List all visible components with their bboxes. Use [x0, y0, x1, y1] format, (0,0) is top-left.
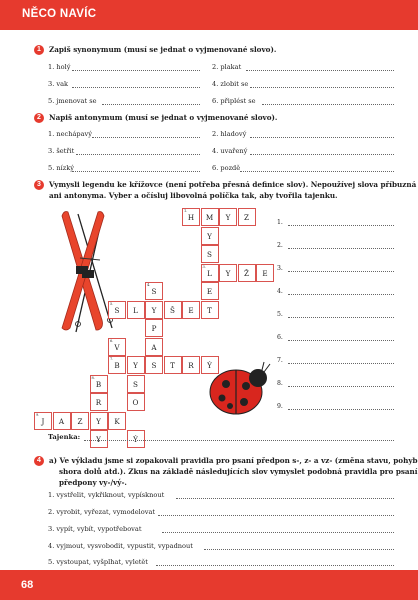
crossword-cell[interactable] — [71, 412, 89, 430]
crossword-cell[interactable] — [201, 282, 219, 300]
crossword-cell[interactable] — [108, 301, 126, 319]
crossword-letter: B — [95, 379, 102, 389]
task-2-item-3: 3. šetřit — [48, 147, 75, 155]
task-4-badge: 4 — [34, 456, 44, 466]
legend-number-3: 3. — [277, 265, 283, 272]
legend-line-4[interactable] — [288, 294, 394, 295]
task-4-line-1: a) Ve výkladu jsme si zopakovali pravidla pro psaní předpon s-, z- a vz- (změna stavu, pohyb — [49, 456, 418, 465]
crossword-cell[interactable] — [108, 412, 126, 430]
crossword-letter: E — [188, 305, 194, 315]
page-number: 68 — [21, 579, 34, 591]
legend-number-9: 9. — [277, 403, 283, 410]
task-2-answer-line-1[interactable] — [92, 137, 200, 138]
crossword-clue-number: 1. — [184, 209, 188, 213]
task-1-badge: 1 — [34, 45, 44, 55]
crossword-letter: J — [41, 416, 45, 426]
task-1-instruction: Zapiš synonymum (musí se jednat o vyjmenované slovo). — [49, 45, 277, 54]
task-4-answer-line-3[interactable] — [162, 532, 394, 533]
crossword-letter: Y — [225, 268, 231, 278]
crossword-cell[interactable] — [219, 208, 237, 226]
secret-word-line[interactable] — [84, 440, 394, 441]
crossword-letter: Ý — [207, 361, 212, 370]
crossword-letter: R — [95, 398, 102, 407]
crossword-clue-number: 4. — [147, 283, 151, 287]
task-4-item-1: 1. vystřelit, vykřiknout, vypísknout — [48, 491, 165, 499]
crossword-cell[interactable] — [34, 412, 52, 430]
task-4-answer-line-4[interactable] — [204, 549, 394, 550]
crossword-cell[interactable] — [182, 301, 200, 319]
crossword-letter: A — [151, 342, 157, 352]
page-footer — [0, 570, 418, 600]
legend-line-6[interactable] — [288, 340, 394, 341]
crossword-clue-number: 7. — [110, 357, 114, 361]
crossword-letter: E — [262, 268, 268, 278]
crossword-cell[interactable] — [201, 301, 219, 319]
crossword-clue-number: 6. — [110, 338, 114, 343]
crossword-clue-number: 3. — [202, 264, 206, 269]
crossword-letter: S — [151, 361, 157, 370]
crossword-cell[interactable] — [201, 264, 219, 282]
crossword-clue-number: 5. — [110, 301, 114, 306]
crossword-letter: H — [187, 213, 195, 222]
page-header — [0, 0, 418, 30]
task-4-answer-line-1[interactable] — [176, 498, 394, 499]
crossword-cell[interactable] — [201, 245, 219, 263]
crossword-letter: V — [114, 342, 120, 352]
crossword-cell[interactable] — [219, 264, 237, 282]
task-4-answer-line-5[interactable] — [156, 565, 394, 566]
legend-line-2[interactable] — [288, 248, 394, 249]
legend-number-7: 7. — [277, 357, 283, 364]
crossword-cell[interactable] — [53, 412, 71, 430]
task-2-badge: 2 — [34, 113, 44, 123]
task-2-item-1: 1. nechápavý — [48, 130, 93, 138]
task-2-answer-line-3[interactable] — [76, 154, 200, 155]
task-4-line-3: předpony vy-/vý-. — [59, 478, 127, 487]
task-1-answer-line-6[interactable] — [262, 104, 394, 105]
crossword-letter: B — [114, 361, 120, 370]
task-4-answer-line-2[interactable] — [158, 515, 394, 516]
task-1-answer-line-2[interactable] — [246, 70, 394, 71]
task-2-answer-line-2[interactable] — [250, 137, 394, 138]
header-title: NĚCO NAVÍC — [22, 8, 97, 20]
task-1-item-3: 3. vak — [48, 80, 69, 88]
crossword-letter: S — [133, 379, 138, 389]
crossword-clue-number: 8. — [91, 375, 95, 380]
crossword-letter: R — [188, 361, 194, 370]
crossword-cell[interactable] — [182, 356, 200, 374]
crossword-letter: Ž — [244, 268, 249, 278]
crossword-cell[interactable] — [145, 356, 163, 374]
crossword-cell[interactable] — [145, 338, 163, 356]
task-2-answer-line-5[interactable] — [72, 171, 200, 172]
crossword-letter: Z — [77, 416, 83, 426]
crossword-cell[interactable] — [182, 208, 200, 226]
task-3-badge: 3 — [34, 180, 44, 190]
task-1-answer-line-5[interactable] — [102, 104, 200, 105]
crossword-cell[interactable] — [90, 393, 108, 411]
crossword-cell[interactable] — [127, 301, 145, 319]
legend-line-8[interactable] — [288, 386, 394, 387]
task-1-answer-line-3[interactable] — [72, 87, 200, 88]
crossword-cell[interactable] — [238, 208, 256, 226]
legend-number-2: 2. — [277, 242, 283, 249]
crossword-letter: K — [114, 416, 120, 426]
crossword-letter: Ý — [133, 435, 138, 444]
legend-number-6: 6. — [277, 334, 283, 341]
crossword-cell[interactable] — [145, 319, 163, 337]
crossword-letter: Y — [133, 361, 138, 370]
task-1-answer-line-1[interactable] — [72, 70, 200, 71]
crossword-cell[interactable] — [90, 375, 108, 393]
crossword-letter: Y — [151, 305, 157, 315]
crossword-cell[interactable] — [164, 356, 182, 374]
legend-line-7[interactable] — [288, 363, 394, 364]
task-2-item-2: 2. hladový — [212, 130, 247, 138]
task-4-item-4: 4. vyjmout, vysvobodit, vypustit, vypadnout — [48, 542, 193, 550]
task-1-answer-line-4[interactable] — [250, 87, 394, 88]
crossword-letter: M — [205, 213, 214, 222]
crossword-letter: L — [207, 268, 212, 278]
task-1-item-2: 2. plakat — [212, 63, 242, 71]
legend-line-3[interactable] — [288, 271, 394, 272]
crossword-letter: T — [207, 305, 212, 315]
crossword-letter: Š — [170, 305, 175, 315]
task-1-item-4: 4. zlobit se — [212, 80, 249, 88]
task-3-instruction-line-1: Vymysli legendu ke křížovce (není potřeba přesná definice slov). Nepoužívej slova příbuzná — [49, 180, 417, 189]
task-2-item-5: 5. nízký — [48, 164, 74, 172]
crossword-letter: S — [207, 250, 212, 259]
crossword-letter: T — [170, 361, 175, 370]
task-2-item-6: 6. pozdě — [212, 164, 241, 172]
crossword-cell[interactable] — [256, 264, 274, 282]
task-1-item-6: 6. připlést se — [212, 97, 256, 105]
legend-number-1: 1. — [277, 219, 283, 226]
crossword-letter: A — [58, 416, 65, 426]
crossword-letter: Y — [96, 435, 101, 444]
crossword-cell[interactable] — [90, 412, 108, 430]
legend-number-5: 5. — [277, 311, 283, 318]
crossword-cell[interactable] — [145, 301, 163, 319]
legend-number-8: 8. — [277, 380, 283, 387]
crossword-cell[interactable] — [90, 430, 108, 448]
crossword-letter: O — [132, 398, 139, 407]
crossword-letter: Y — [207, 231, 212, 241]
crossword-letter: S — [151, 287, 157, 296]
task-2-answer-line-4[interactable] — [250, 154, 394, 155]
task-4-line-2: shora dolů atd.). Zkus na základě následujících slov vymyslet podobná pravidla pro psaní — [59, 467, 418, 476]
crossword-cell[interactable] — [127, 430, 145, 448]
legend-line-5[interactable] — [288, 317, 394, 318]
crossword-letter: L — [133, 305, 138, 315]
crossword-letter: P — [151, 324, 157, 333]
task-1-item-5: 5. jmenovat se — [48, 97, 97, 105]
legend-line-1[interactable] — [288, 225, 394, 226]
legend-line-9[interactable] — [288, 409, 394, 410]
crossword-cell[interactable] — [127, 356, 145, 374]
crossword-cell[interactable] — [164, 301, 182, 319]
ladybug-illustration — [200, 360, 280, 420]
crossword-cell[interactable] — [238, 264, 256, 282]
crossword-letter: E — [206, 287, 213, 296]
crossword-cell[interactable] — [127, 375, 145, 393]
task-4-item-5: 5. vystoupat, vyšplhat, vyletět — [48, 558, 148, 566]
crossword-clue-number: 9. — [36, 412, 40, 417]
crossword-letter: Y — [96, 416, 101, 426]
secret-word-label: Tajenka: — [48, 433, 81, 441]
legend-number-4: 4. — [277, 288, 283, 295]
crossword-cell[interactable] — [108, 356, 126, 374]
task-3-instruction-line-2: ani antonyma. Vyber a očísluj libovolná políčka tak, aby tvořila tajenku. — [49, 191, 338, 200]
crossword-cell[interactable] — [145, 282, 163, 300]
crossword-cell[interactable] — [108, 338, 126, 356]
crossword-cell[interactable] — [201, 227, 219, 245]
task-1-item-1: 1. holý — [48, 63, 71, 71]
crossword-letter: Z — [244, 213, 249, 222]
crossword-cell[interactable] — [201, 208, 219, 226]
task-2-answer-line-6[interactable] — [240, 171, 394, 172]
crossword-letter: Y — [225, 213, 231, 222]
crossword-letter: S — [114, 305, 120, 315]
task-4-item-2: 2. vyrobit, vyřezat, vymodelovat — [48, 508, 156, 516]
task-4-item-3: 3. vypít, vybít, vypotřebovat — [48, 525, 142, 533]
crossword-cell[interactable] — [127, 393, 145, 411]
task-2-instruction: Napiš antonymum (musí se jednat o vyjmenované slovo). — [49, 113, 278, 122]
task-2-item-4: 4. uvařený — [212, 147, 248, 155]
